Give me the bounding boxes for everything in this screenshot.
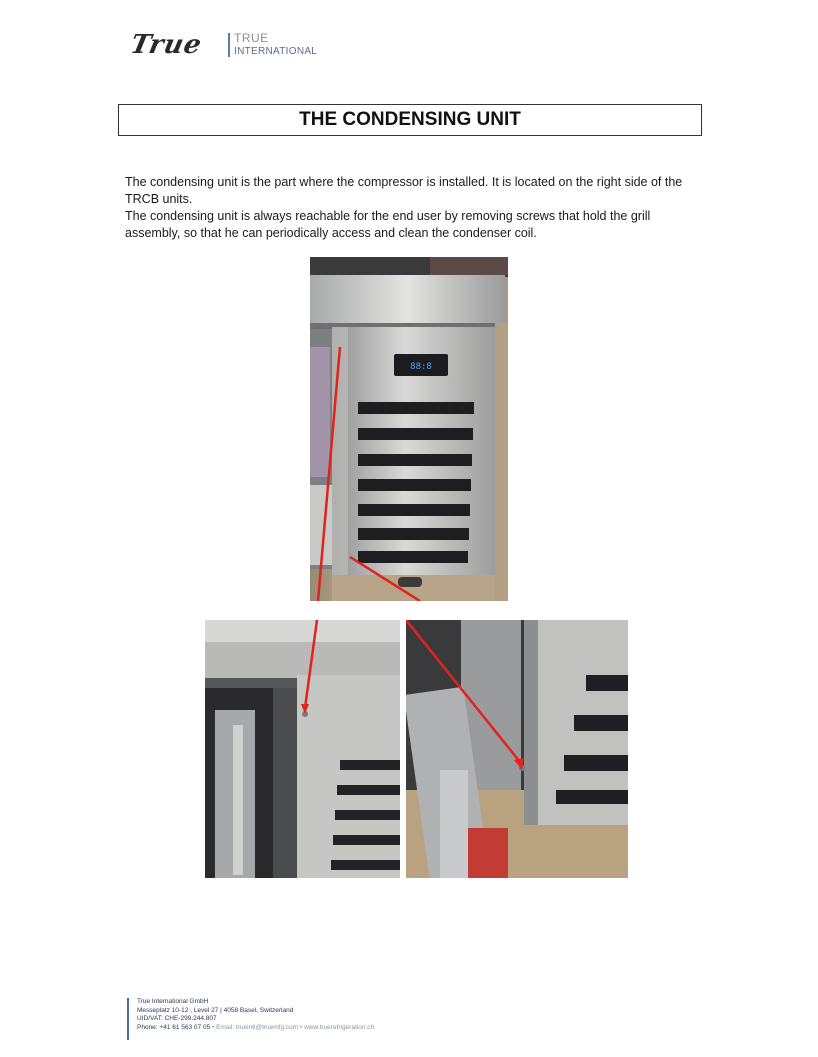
footer-vat: UID/VAT: CHE-299.244.807 [137,1015,217,1022]
controller-display: 88:8 [410,362,432,372]
condensing-unit-photo [310,257,508,601]
screw-detail-photo-right [406,620,628,878]
footer-contact [137,1024,374,1033]
logo-sub-text: INTERNATIONAL [234,46,318,57]
footer-address: Messeplatz 10-12 , Level 27 | 4058 Basel, Switzerland [137,1006,294,1014]
paragraph-location: The condensing unit is the part where the compressor is installed. It is located on the right side of the TRCB units. [125,175,683,206]
screw-detail-right-illustration [406,620,628,878]
screw-detail-photo-left [205,620,400,878]
screw-detail-left-illustration [205,620,400,878]
footer-company: True International GmbH [137,998,209,1005]
body-text [125,174,695,242]
section-title-box [118,104,702,136]
footer-phone: Phone: +41 61 563 07 05 [137,1023,211,1031]
company-footer [127,998,374,1040]
logo-brand-text: TRUE [234,31,269,45]
section-title: THE CONDENSING UNIT [299,109,521,130]
logo-script-wordmark: True [127,30,205,60]
footer-email-web: • Email: trueintl@truemfg.com • www.truerefrigeration.ch [210,1023,375,1031]
true-international-logo [127,30,331,60]
paragraph-access: The condensing unit is always reachable for the end user by removing screws that hold the grill assembly, so that he can periodically access and clean the condenser coil. [125,209,651,240]
condensing-unit-illustration [310,257,508,601]
logo-divider [228,33,230,57]
